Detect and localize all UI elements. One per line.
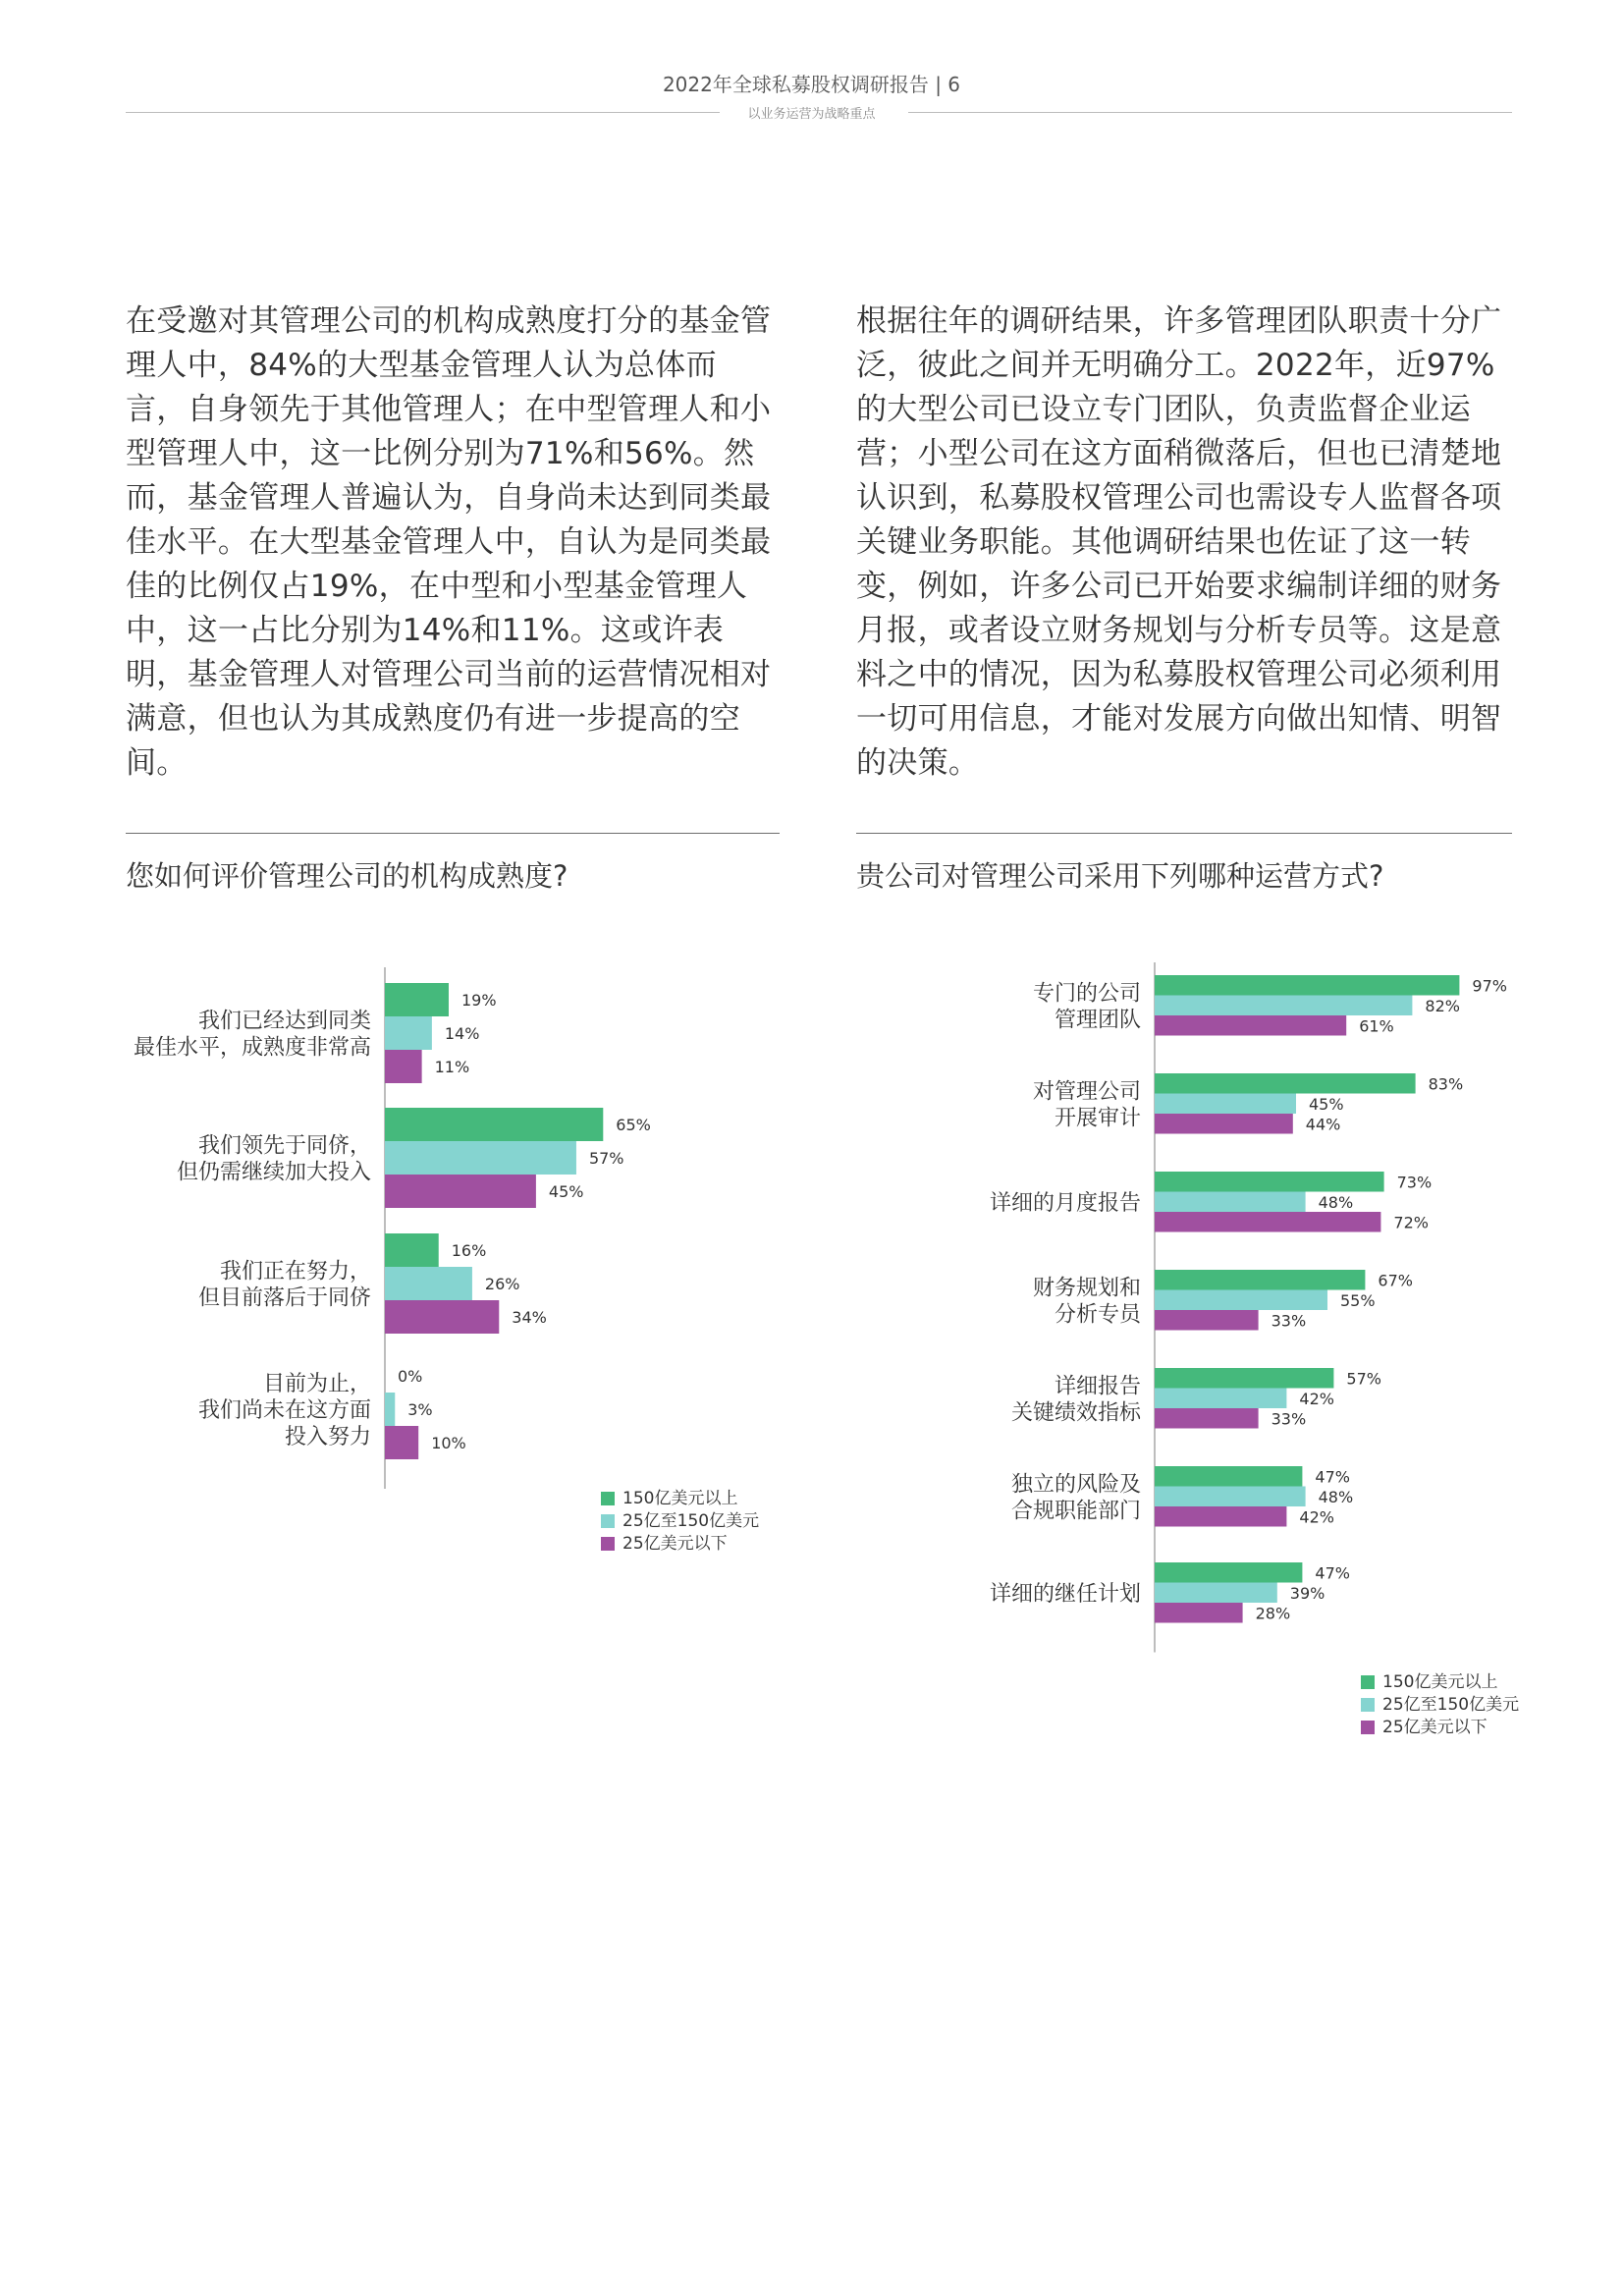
data-label: 39% bbox=[1289, 1583, 1325, 1603]
data-label: 97% bbox=[1472, 976, 1507, 996]
data-label: 65% bbox=[616, 1116, 651, 1134]
data-label: 55% bbox=[1340, 1290, 1376, 1310]
category-label: 我们尚未在这方面 bbox=[197, 1398, 371, 1423]
section-rule-left bbox=[126, 833, 780, 834]
data-label: 48% bbox=[1318, 1487, 1354, 1506]
bar bbox=[385, 1108, 603, 1141]
data-label: 42% bbox=[1299, 1389, 1334, 1408]
data-label: 33% bbox=[1271, 1409, 1307, 1429]
category-label: 管理团队 bbox=[1054, 1008, 1141, 1033]
category-label: 独立的风险及 bbox=[1010, 1472, 1141, 1498]
maturity-bar-chart bbox=[0, 953, 811, 1581]
data-label: 45% bbox=[1309, 1094, 1344, 1114]
bar bbox=[385, 1393, 395, 1426]
bar bbox=[1155, 1583, 1277, 1604]
body-paragraph-right: 根据往年的调研结果，许多管理团队职责十分广泛，彼此之间并无明确分工。2022年，近97%的大型公司已设立专门团队，负责监督企业运营；小型公司在这方面稍微落后，但也已清楚地认识到，私募股权管理公司也需设专人监督各项关键业务职能。其他调研结果也佐证了这一转变，例如，许多公司已开始要求编制详细的财务月报，或者设立财务规划与分析专员等。这是意料之中的情况，因为私募股权管理公司必须利用一切可用信息，才能对发展方向做出知情、明智的决策。 bbox=[856, 303, 1502, 781]
category-label: 对管理公司 bbox=[1032, 1079, 1141, 1105]
bar bbox=[1155, 1114, 1293, 1134]
category-label: 我们已经达到同类 bbox=[197, 1009, 371, 1034]
legend-swatch bbox=[1361, 1698, 1375, 1712]
operations-bar-chart bbox=[811, 962, 1623, 1748]
bar bbox=[385, 1141, 576, 1175]
legend-label: 150亿美元以上 bbox=[1382, 1672, 1498, 1692]
chart-title-operations: 贵公司对管理公司采用下列哪种运营方式? bbox=[856, 859, 1384, 893]
bar bbox=[385, 1300, 499, 1334]
category-label: 最佳水平，成熟度非常高 bbox=[133, 1035, 371, 1061]
category-label: 合规职能部门 bbox=[1010, 1499, 1141, 1524]
data-label: 19% bbox=[460, 991, 497, 1010]
bar bbox=[1155, 1310, 1259, 1331]
data-label: 0% bbox=[398, 1367, 423, 1386]
data-label: 57% bbox=[1346, 1369, 1381, 1389]
legend-swatch bbox=[1361, 1721, 1375, 1734]
bar bbox=[385, 1050, 422, 1083]
bar bbox=[1155, 1192, 1306, 1213]
data-label: 16% bbox=[451, 1241, 487, 1260]
data-label: 34% bbox=[512, 1308, 547, 1327]
bar bbox=[1155, 1506, 1286, 1527]
category-label: 关键绩效指标 bbox=[1010, 1400, 1141, 1426]
legend-swatch bbox=[601, 1537, 615, 1551]
legend-label: 25亿至150亿美元 bbox=[622, 1511, 760, 1531]
section-rule-right bbox=[856, 833, 1512, 834]
bar bbox=[1155, 1487, 1306, 1507]
category-label: 我们领先于同侪， bbox=[197, 1133, 371, 1159]
bar bbox=[1155, 1466, 1302, 1487]
bar bbox=[1155, 1408, 1259, 1429]
bar bbox=[1155, 996, 1412, 1016]
chart-title-maturity: 您如何评价管理公司的机构成熟度? bbox=[126, 859, 568, 893]
data-label: 44% bbox=[1305, 1115, 1341, 1134]
bar bbox=[385, 1016, 432, 1050]
report-title: 2022年全球私募股权调研报告 | 6 bbox=[662, 73, 961, 96]
bar bbox=[1155, 1172, 1384, 1192]
bar bbox=[1155, 1094, 1296, 1115]
legend-swatch bbox=[601, 1492, 615, 1505]
category-label: 详细报告 bbox=[1054, 1374, 1141, 1399]
data-label: 3% bbox=[407, 1400, 433, 1419]
category-label: 目前为止， bbox=[262, 1372, 371, 1396]
bar bbox=[1155, 1073, 1416, 1094]
data-label: 47% bbox=[1315, 1563, 1350, 1583]
data-label: 45% bbox=[548, 1182, 584, 1201]
bar bbox=[385, 1175, 536, 1208]
data-label: 10% bbox=[431, 1434, 466, 1452]
bar bbox=[1155, 1270, 1365, 1290]
bar bbox=[1155, 1603, 1243, 1623]
legend-swatch bbox=[1361, 1675, 1375, 1689]
category-label: 财务规划和 bbox=[1032, 1276, 1141, 1301]
data-label: 14% bbox=[444, 1024, 480, 1043]
category-label: 开展审计 bbox=[1054, 1106, 1141, 1131]
report-subtitle-text: 以业务运营为战略重点 bbox=[735, 107, 887, 122]
legend-label: 25亿美元以下 bbox=[1382, 1718, 1488, 1737]
legend-label: 25亿至150亿美元 bbox=[1382, 1695, 1520, 1715]
bar bbox=[1155, 1015, 1346, 1036]
bar bbox=[1155, 1212, 1380, 1232]
category-label: 我们正在努力， bbox=[219, 1259, 371, 1285]
bar bbox=[385, 983, 449, 1016]
bar bbox=[385, 1426, 418, 1459]
legend-label: 25亿美元以下 bbox=[622, 1534, 728, 1554]
data-label: 82% bbox=[1425, 996, 1460, 1015]
data-label: 33% bbox=[1271, 1311, 1307, 1331]
data-label: 57% bbox=[588, 1149, 624, 1168]
category-label: 但目前落后于同侪 bbox=[197, 1285, 371, 1311]
data-label: 48% bbox=[1318, 1192, 1354, 1212]
data-label: 83% bbox=[1428, 1074, 1464, 1094]
data-label: 72% bbox=[1393, 1213, 1429, 1232]
page-header bbox=[0, 0, 1623, 128]
bar bbox=[1155, 1562, 1302, 1583]
body-paragraph-left: 在受邀对其管理公司的机构成熟度打分的基金管理人中，84%的大型基金管理人认为总体而言，自身领先于其他管理人；在中型管理人和小型管理人中，这一比例分别为71%和56%。然而，基金管理人普遍认为，自身尚未达到同类最佳水平。在大型基金管理人中，自认为是同类最佳的比例仅占19%，在中型和小型基金管理人中，这一占比分别为14%和11%。这或许表明，基金管理人对管理公司当前的运营情况相对满意，但也认为其成熟度仍有进一步提高的空间。 bbox=[126, 303, 772, 781]
data-label: 11% bbox=[434, 1058, 470, 1076]
category-label: 投入努力 bbox=[284, 1425, 371, 1449]
legend-swatch bbox=[601, 1514, 615, 1528]
data-label: 47% bbox=[1315, 1467, 1350, 1487]
category-label: 专门的公司 bbox=[1032, 981, 1141, 1007]
data-label: 26% bbox=[484, 1275, 520, 1293]
category-label: 但仍需继续加大投入 bbox=[176, 1160, 371, 1185]
bar bbox=[385, 1267, 472, 1300]
bar bbox=[1155, 975, 1459, 996]
category-label: 分析专员 bbox=[1054, 1302, 1141, 1328]
bar bbox=[1155, 1389, 1286, 1409]
bar bbox=[1155, 1368, 1333, 1389]
bar bbox=[1155, 1290, 1327, 1311]
data-label: 42% bbox=[1299, 1507, 1334, 1527]
category-label: 详细的继任计划 bbox=[989, 1581, 1141, 1607]
legend-label: 150亿美元以上 bbox=[622, 1489, 738, 1508]
report-subtitle bbox=[0, 103, 1623, 122]
category-label: 详细的月度报告 bbox=[989, 1190, 1141, 1216]
data-label: 61% bbox=[1359, 1016, 1394, 1036]
data-label: 28% bbox=[1255, 1604, 1291, 1623]
data-label: 73% bbox=[1396, 1173, 1433, 1192]
data-label: 67% bbox=[1378, 1271, 1413, 1290]
bar bbox=[385, 1233, 439, 1267]
